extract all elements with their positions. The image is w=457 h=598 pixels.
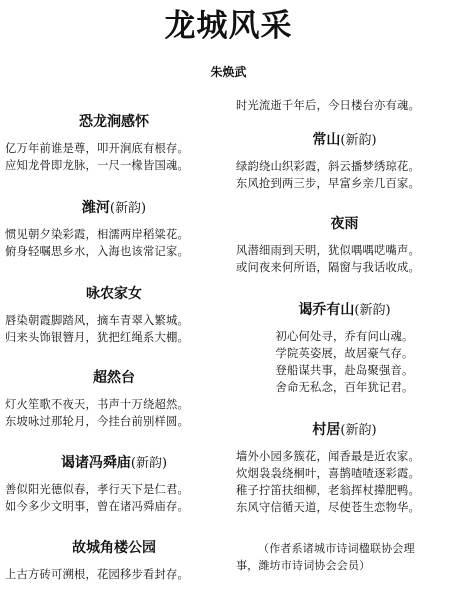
poem bbox=[236, 214, 453, 276]
poem-lines bbox=[236, 448, 453, 516]
poem-title-text: 咏农家女 bbox=[86, 286, 142, 302]
poem bbox=[5, 112, 223, 174]
poem-line: 风潜细雨到天明，犹似喁喁呓嘴声。 bbox=[236, 244, 420, 257]
poem-title bbox=[236, 420, 453, 440]
poem-line: 应知龙骨即龙脉，一尺一椽皆国魂。 bbox=[5, 159, 189, 172]
poem bbox=[236, 420, 453, 516]
poem-title-text: 谒诸冯舜庙 bbox=[60, 455, 131, 471]
author-name: 朱焕武 bbox=[210, 65, 247, 79]
poem-line: 登船谋共事，赴岛聚强音。 bbox=[275, 364, 414, 377]
poem-lines bbox=[5, 140, 223, 174]
poem-title-note: (新韵) bbox=[354, 303, 391, 318]
poem-line: 绿韵绕山织彩霞，斜云播梦绣琼花。 bbox=[236, 160, 420, 173]
poem-lines bbox=[5, 312, 223, 346]
poem-lines bbox=[236, 242, 453, 276]
poem-line: 善似阳光德似春，孝行天下是仁君。 bbox=[5, 483, 189, 496]
author-note bbox=[236, 540, 453, 574]
poem-title bbox=[5, 368, 223, 388]
poem-lines bbox=[236, 158, 453, 192]
poem-line: 俯身轻嘱思乡水，入海也该常记家。 bbox=[5, 245, 189, 258]
poem-title bbox=[236, 130, 453, 150]
poem-title bbox=[236, 214, 453, 234]
poem-title bbox=[5, 284, 223, 304]
poem-line: 如今多少文明事，曾在诸冯舜庙存。 bbox=[5, 500, 189, 513]
poem-line: 东风守信循天道，尽使苍生恋物华。 bbox=[236, 501, 420, 514]
poem-line: 唇染朝霞脚踏风，摘车青翠入繁城。 bbox=[5, 314, 189, 327]
poem-title-text: 谒乔有山 bbox=[298, 302, 355, 318]
poem-line: 惯见朝夕染彩霞，相濡两岸稻粱花。 bbox=[5, 228, 189, 241]
poem bbox=[5, 198, 223, 260]
poem-line: 东风抢到两三步，早富乡亲几百家。 bbox=[236, 177, 420, 190]
poem-title-text: 恐龙涧感怀 bbox=[79, 114, 149, 130]
poem-title bbox=[5, 453, 223, 473]
poem-title-text: 夜雨 bbox=[330, 216, 359, 232]
poem-title bbox=[5, 198, 223, 218]
poem-line: 稚子拧笛扶细柳，老翁挥杖撵肥鸭。 bbox=[236, 484, 420, 497]
poem-title bbox=[5, 538, 223, 558]
poem-title bbox=[5, 112, 223, 132]
page-title: 龙城风采 bbox=[164, 8, 293, 44]
poem-title-note: (新韵) bbox=[109, 201, 147, 216]
poem bbox=[236, 300, 453, 396]
poem-title-note: (新韵) bbox=[340, 133, 377, 148]
poem-line: 上古方砖可溯根，花园移步看封存。 bbox=[5, 568, 189, 581]
poem-continuation bbox=[236, 97, 453, 114]
poem-title bbox=[236, 300, 453, 320]
poem-title-text: 超然台 bbox=[93, 370, 135, 386]
poem-title-text: 故城角楼公园 bbox=[72, 540, 156, 556]
poem-title-note: (新韵) bbox=[340, 423, 377, 438]
poem bbox=[5, 538, 223, 583]
poem-title-note: (新韵) bbox=[130, 456, 168, 471]
poem-line: 舍命无私念，百年犹记君。 bbox=[275, 381, 414, 394]
poem-lines bbox=[5, 481, 223, 515]
poem-lines bbox=[5, 226, 223, 260]
poem-title-text: 潍河 bbox=[81, 200, 110, 216]
poem-line: 归来头饰银簪月，犹把红绳系大棚。 bbox=[5, 331, 189, 344]
poem-lines bbox=[5, 566, 223, 583]
poem-line: 墙外小园多簇花，闻香最是近农家。 bbox=[236, 450, 420, 463]
poem bbox=[5, 284, 223, 346]
poem-title-text: 常山 bbox=[312, 132, 341, 148]
poem bbox=[236, 130, 453, 192]
poem-line: 初心何处寻，乔有问山魂。 bbox=[275, 330, 414, 343]
poem-line: 学院英姿展，故居豪气存。 bbox=[275, 347, 414, 360]
poem-line: 亿万年前谁是尊，叩开涧底有根存。 bbox=[5, 142, 189, 155]
author-note-line: （作者系诸城市诗词楹联协会理 bbox=[258, 542, 415, 555]
poem bbox=[5, 453, 223, 515]
author-note-line: 事，潍坊市诗词协会会员） bbox=[236, 559, 371, 572]
poem-line: 时光流逝千年后，今日楼台亦有魂。 bbox=[236, 99, 420, 112]
poem bbox=[5, 368, 223, 430]
poem-line: 东坡咏过那轮月，今挂台前别样圆。 bbox=[5, 415, 189, 428]
poem-lines bbox=[236, 328, 453, 396]
poem-lines bbox=[5, 396, 223, 430]
poem-title-text: 村居 bbox=[312, 422, 341, 438]
poem-line: 炊烟袅袅绕桐叶，喜鹊喳喳逐彩霞。 bbox=[236, 467, 420, 480]
poem-line: 或问夜来何所语，隔窗与我话收成。 bbox=[236, 261, 420, 274]
poem-line: 灯火笙歌不夜天，书声十万绕超然。 bbox=[5, 398, 189, 411]
